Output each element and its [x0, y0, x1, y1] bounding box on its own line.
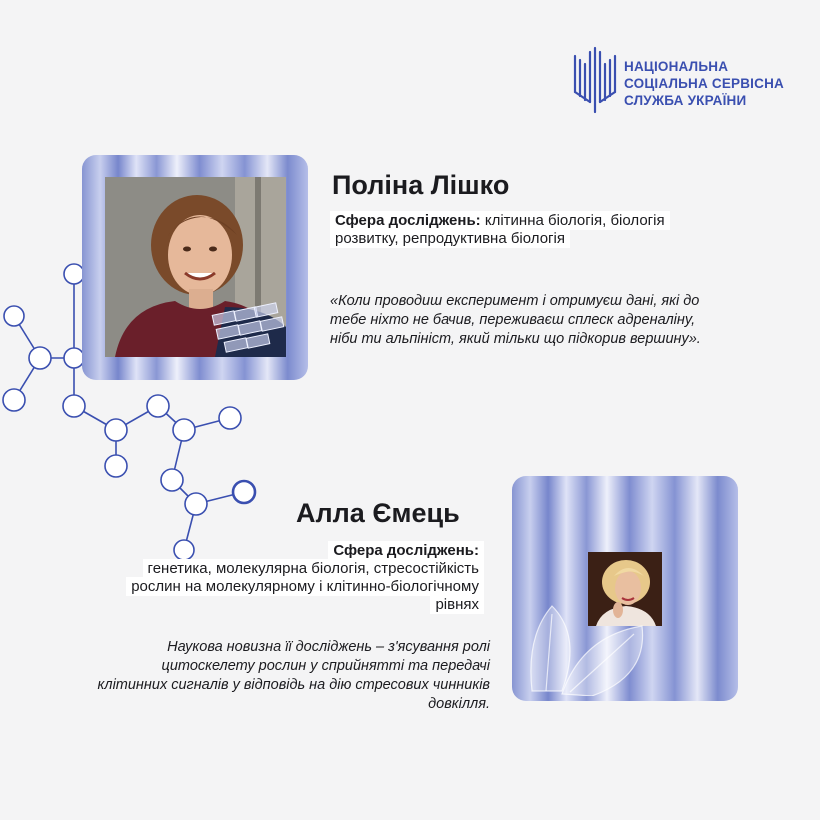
person1-research-field — [330, 212, 720, 248]
person2-quote: Наукова новизна її досліджень – з'ясування ролі цитоскелету рослин у сприйнятті та передачі клітинних сигналів у відповідь на дію стресових чинників довкілля. — [97, 639, 490, 712]
person2-name: Алла Ємець — [296, 498, 460, 528]
organization-logo — [572, 46, 792, 116]
logo-line-2: СОЦІАЛЬНА СЕРВІСНА — [624, 76, 784, 91]
person1-field-text: клітинна біологія, біологія розвитку, репродуктивна біологія — [335, 212, 665, 247]
person1-quote: «Коли проводиш експеримент і отримуєш дані, які до тебе ніхто не бачив, переживаєш сплеск адреналіну, ніби ти альпініст, який тільки що підкорив вершину». — [330, 293, 701, 347]
person1-name: Поліна Лішко — [332, 170, 510, 200]
person1-photo — [105, 177, 286, 357]
person2-field-text: генетика, молекулярна біологія, стресостійкість рослин на молекулярному і клітинно-біологічному рівнях — [131, 560, 479, 613]
logo-line-1: НАЦІОНАЛЬНА — [624, 59, 729, 74]
person2-research-field — [100, 542, 484, 614]
person1-portrait-illustration — [105, 177, 286, 357]
tryzub-logo-icon — [572, 46, 618, 114]
logo-line-3: СЛУЖБА УКРАЇНИ — [624, 93, 747, 108]
person1-photo-frame — [82, 155, 308, 380]
leaf-icon — [522, 596, 662, 696]
person2-photo-frame — [512, 476, 738, 701]
logo-text — [624, 58, 784, 109]
person2-field-label: Сфера досліджень: — [333, 542, 479, 559]
person1-field-label: Сфера досліджень: — [335, 212, 481, 229]
